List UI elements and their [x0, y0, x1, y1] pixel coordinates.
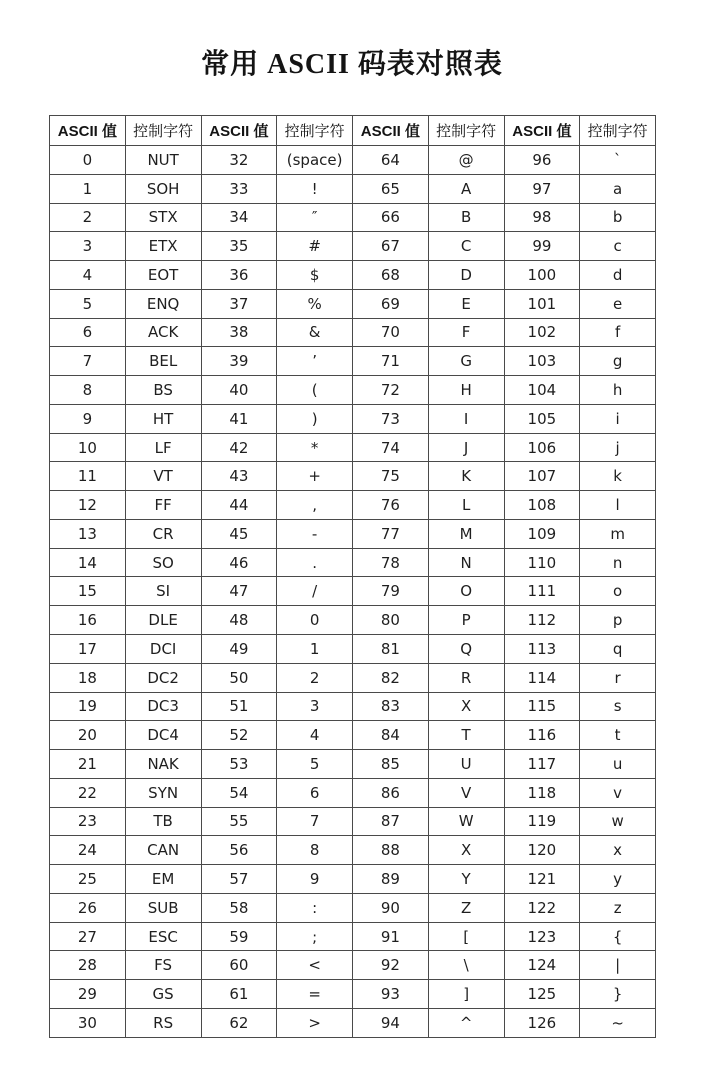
- control-char-cell: K: [428, 462, 504, 491]
- control-char-cell: BS: [125, 376, 201, 405]
- control-char-cell: HT: [125, 404, 201, 433]
- ascii-value-cell: 69: [353, 289, 429, 318]
- ascii-value-cell: 37: [201, 289, 277, 318]
- control-char-cell: ACK: [125, 318, 201, 347]
- page-title: 常用 ASCII 码表对照表: [201, 49, 503, 80]
- control-char-cell: ,: [277, 491, 353, 520]
- control-char-cell: 0: [277, 606, 353, 635]
- ascii-value-cell: 82: [353, 663, 429, 692]
- table-row: [50, 433, 656, 462]
- ascii-value-cell: 64: [353, 146, 429, 175]
- table-row: [50, 778, 656, 807]
- ascii-value-cell: 38: [201, 318, 277, 347]
- control-char-cell: v: [580, 778, 656, 807]
- ascii-value-cell: 115: [504, 692, 580, 721]
- control-char-cell: G: [428, 347, 504, 376]
- ascii-value-cell: 21: [50, 750, 126, 779]
- ascii-value-cell: 24: [50, 836, 126, 865]
- control-char-cell: E: [428, 289, 504, 318]
- ascii-value-cell: 32: [201, 146, 277, 175]
- control-char-cell: #: [277, 232, 353, 261]
- ascii-value-cell: 50: [201, 663, 277, 692]
- ascii-value-cell: 79: [353, 577, 429, 606]
- table-row: [50, 951, 656, 980]
- control-char-cell: 5: [277, 750, 353, 779]
- table-row: [50, 404, 656, 433]
- table-row: [50, 318, 656, 347]
- ascii-value-cell: 11: [50, 462, 126, 491]
- ascii-value-cell: 3: [50, 232, 126, 261]
- ascii-value-cell: 92: [353, 951, 429, 980]
- ascii-value-cell: 66: [353, 203, 429, 232]
- table-row: [50, 548, 656, 577]
- column-header-control-char: 控制字符: [277, 116, 353, 146]
- control-char-cell: n: [580, 548, 656, 577]
- control-char-cell: L: [428, 491, 504, 520]
- control-char-cell: FS: [125, 951, 201, 980]
- table-row: [50, 865, 656, 894]
- ascii-value-cell: 121: [504, 865, 580, 894]
- ascii-value-cell: 89: [353, 865, 429, 894]
- ascii-value-cell: 98: [504, 203, 580, 232]
- control-char-cell: k: [580, 462, 656, 491]
- ascii-value-cell: 61: [201, 980, 277, 1009]
- control-char-cell: SI: [125, 577, 201, 606]
- ascii-value-cell: 18: [50, 663, 126, 692]
- control-char-cell: $: [277, 261, 353, 290]
- ascii-value-cell: 119: [504, 807, 580, 836]
- ascii-value-cell: 16: [50, 606, 126, 635]
- control-char-cell: 4: [277, 721, 353, 750]
- control-char-cell: Z: [428, 893, 504, 922]
- control-char-cell: t: [580, 721, 656, 750]
- ascii-value-cell: 77: [353, 519, 429, 548]
- ascii-value-cell: 56: [201, 836, 277, 865]
- ascii-value-cell: 20: [50, 721, 126, 750]
- control-char-cell: X: [428, 692, 504, 721]
- ascii-value-cell: 120: [504, 836, 580, 865]
- ascii-value-cell: 90: [353, 893, 429, 922]
- control-char-cell: Y: [428, 865, 504, 894]
- ascii-value-cell: 67: [353, 232, 429, 261]
- control-char-cell: T: [428, 721, 504, 750]
- control-char-cell: R: [428, 663, 504, 692]
- ascii-value-cell: 85: [353, 750, 429, 779]
- table-row: [50, 980, 656, 1009]
- ascii-value-cell: 30: [50, 1008, 126, 1037]
- ascii-value-cell: 103: [504, 347, 580, 376]
- ascii-value-cell: 14: [50, 548, 126, 577]
- control-char-cell: ETX: [125, 232, 201, 261]
- ascii-value-cell: 48: [201, 606, 277, 635]
- control-char-cell: +: [277, 462, 353, 491]
- ascii-value-cell: 23: [50, 807, 126, 836]
- ascii-value-cell: 8: [50, 376, 126, 405]
- control-char-cell: -: [277, 519, 353, 548]
- control-char-cell: (space): [277, 146, 353, 175]
- ascii-value-cell: 44: [201, 491, 277, 520]
- control-char-cell: P: [428, 606, 504, 635]
- control-char-cell: %: [277, 289, 353, 318]
- control-char-cell: d: [580, 261, 656, 290]
- control-char-cell: 7: [277, 807, 353, 836]
- ascii-value-cell: 96: [504, 146, 580, 175]
- ascii-value-cell: 118: [504, 778, 580, 807]
- control-char-cell: |: [580, 951, 656, 980]
- ascii-value-cell: 49: [201, 635, 277, 664]
- ascii-value-cell: 1: [50, 174, 126, 203]
- control-char-cell: ESC: [125, 922, 201, 951]
- ascii-value-cell: 87: [353, 807, 429, 836]
- ascii-value-cell: 94: [353, 1008, 429, 1037]
- ascii-value-cell: 33: [201, 174, 277, 203]
- control-char-cell: ^: [428, 1008, 504, 1037]
- ascii-value-cell: 17: [50, 635, 126, 664]
- ascii-value-cell: 7: [50, 347, 126, 376]
- column-header-ascii-value: ASCII 值: [50, 116, 126, 146]
- ascii-value-cell: 47: [201, 577, 277, 606]
- table-row: [50, 635, 656, 664]
- ascii-value-cell: 100: [504, 261, 580, 290]
- control-char-cell: *: [277, 433, 353, 462]
- control-char-cell: BEL: [125, 347, 201, 376]
- ascii-value-cell: 104: [504, 376, 580, 405]
- control-char-cell: DC4: [125, 721, 201, 750]
- control-char-cell: M: [428, 519, 504, 548]
- header-row: [50, 116, 656, 146]
- control-char-cell: z: [580, 893, 656, 922]
- ascii-value-cell: 68: [353, 261, 429, 290]
- ascii-value-cell: 45: [201, 519, 277, 548]
- ascii-table-header: [50, 116, 656, 146]
- control-char-cell: x: [580, 836, 656, 865]
- control-char-cell: DCI: [125, 635, 201, 664]
- ascii-value-cell: 116: [504, 721, 580, 750]
- control-char-cell: 9: [277, 865, 353, 894]
- control-char-cell: D: [428, 261, 504, 290]
- ascii-value-cell: 65: [353, 174, 429, 203]
- table-row: [50, 663, 656, 692]
- control-char-cell: [: [428, 922, 504, 951]
- ascii-value-cell: 124: [504, 951, 580, 980]
- control-char-cell: 2: [277, 663, 353, 692]
- ascii-value-cell: 72: [353, 376, 429, 405]
- ascii-table-body: [50, 146, 656, 1038]
- control-char-cell: ″: [277, 203, 353, 232]
- ascii-value-cell: 26: [50, 893, 126, 922]
- ascii-value-cell: 53: [201, 750, 277, 779]
- control-char-cell: ): [277, 404, 353, 433]
- table-row: [50, 174, 656, 203]
- control-char-cell: J: [428, 433, 504, 462]
- control-char-cell: B: [428, 203, 504, 232]
- ascii-value-cell: 73: [353, 404, 429, 433]
- control-char-cell: i: [580, 404, 656, 433]
- table-row: [50, 261, 656, 290]
- control-char-cell: H: [428, 376, 504, 405]
- control-char-cell: I: [428, 404, 504, 433]
- ascii-value-cell: 46: [201, 548, 277, 577]
- control-char-cell: u: [580, 750, 656, 779]
- table-row: [50, 922, 656, 951]
- ascii-value-cell: 75: [353, 462, 429, 491]
- ascii-value-cell: 80: [353, 606, 429, 635]
- control-char-cell: F: [428, 318, 504, 347]
- ascii-value-cell: 78: [353, 548, 429, 577]
- ascii-value-cell: 0: [50, 146, 126, 175]
- ascii-value-cell: 99: [504, 232, 580, 261]
- control-char-cell: 8: [277, 836, 353, 865]
- control-char-cell: h: [580, 376, 656, 405]
- ascii-value-cell: 2: [50, 203, 126, 232]
- ascii-value-cell: 5: [50, 289, 126, 318]
- table-row: [50, 376, 656, 405]
- ascii-value-cell: 58: [201, 893, 277, 922]
- control-char-cell: m: [580, 519, 656, 548]
- control-char-cell: NUT: [125, 146, 201, 175]
- control-char-cell: SYN: [125, 778, 201, 807]
- ascii-value-cell: 39: [201, 347, 277, 376]
- control-char-cell: .: [277, 548, 353, 577]
- column-header-control-char: 控制字符: [580, 116, 656, 146]
- ascii-value-cell: 59: [201, 922, 277, 951]
- control-char-cell: @: [428, 146, 504, 175]
- control-char-cell: 3: [277, 692, 353, 721]
- ascii-value-cell: 40: [201, 376, 277, 405]
- ascii-value-cell: 93: [353, 980, 429, 1009]
- table-row: [50, 836, 656, 865]
- control-char-cell: 6: [277, 778, 353, 807]
- control-char-cell: &: [277, 318, 353, 347]
- table-row: [50, 347, 656, 376]
- ascii-value-cell: 126: [504, 1008, 580, 1037]
- control-char-cell: g: [580, 347, 656, 376]
- table-row: [50, 146, 656, 175]
- ascii-value-cell: 35: [201, 232, 277, 261]
- control-char-cell: (: [277, 376, 353, 405]
- control-char-cell: >: [277, 1008, 353, 1037]
- control-char-cell: C: [428, 232, 504, 261]
- control-char-cell: ;: [277, 922, 353, 951]
- control-char-cell: =: [277, 980, 353, 1009]
- table-row: [50, 692, 656, 721]
- ascii-table: [49, 115, 656, 1038]
- ascii-value-cell: 122: [504, 893, 580, 922]
- control-char-cell: W: [428, 807, 504, 836]
- table-row: [50, 807, 656, 836]
- control-char-cell: q: [580, 635, 656, 664]
- control-char-cell: SUB: [125, 893, 201, 922]
- table-row: [50, 1008, 656, 1037]
- control-char-cell: ’: [277, 347, 353, 376]
- table-row: [50, 750, 656, 779]
- control-char-cell: DC3: [125, 692, 201, 721]
- control-char-cell: N: [428, 548, 504, 577]
- control-char-cell: GS: [125, 980, 201, 1009]
- ascii-value-cell: 111: [504, 577, 580, 606]
- table-row: [50, 893, 656, 922]
- control-char-cell: O: [428, 577, 504, 606]
- control-char-cell: STX: [125, 203, 201, 232]
- control-char-cell: {: [580, 922, 656, 951]
- table-row: [50, 721, 656, 750]
- control-char-cell: w: [580, 807, 656, 836]
- ascii-value-cell: 34: [201, 203, 277, 232]
- ascii-value-cell: 83: [353, 692, 429, 721]
- control-char-cell: 1: [277, 635, 353, 664]
- ascii-value-cell: 88: [353, 836, 429, 865]
- control-char-cell: SO: [125, 548, 201, 577]
- ascii-value-cell: 113: [504, 635, 580, 664]
- control-char-cell: CR: [125, 519, 201, 548]
- control-char-cell: b: [580, 203, 656, 232]
- ascii-value-cell: 114: [504, 663, 580, 692]
- control-char-cell: NAK: [125, 750, 201, 779]
- control-char-cell: RS: [125, 1008, 201, 1037]
- ascii-value-cell: 109: [504, 519, 580, 548]
- control-char-cell: \: [428, 951, 504, 980]
- table-row: [50, 232, 656, 261]
- ascii-value-cell: 60: [201, 951, 277, 980]
- control-char-cell: s: [580, 692, 656, 721]
- ascii-value-cell: 71: [353, 347, 429, 376]
- control-char-cell: FF: [125, 491, 201, 520]
- control-char-cell: !: [277, 174, 353, 203]
- ascii-value-cell: 123: [504, 922, 580, 951]
- ascii-value-cell: 55: [201, 807, 277, 836]
- ascii-value-cell: 10: [50, 433, 126, 462]
- ascii-value-cell: 86: [353, 778, 429, 807]
- table-row: [50, 491, 656, 520]
- control-char-cell: e: [580, 289, 656, 318]
- ascii-value-cell: 51: [201, 692, 277, 721]
- table-row: [50, 577, 656, 606]
- control-char-cell: o: [580, 577, 656, 606]
- table-row: [50, 519, 656, 548]
- control-char-cell: :: [277, 893, 353, 922]
- control-char-cell: f: [580, 318, 656, 347]
- control-char-cell: Q: [428, 635, 504, 664]
- ascii-value-cell: 19: [50, 692, 126, 721]
- control-char-cell: U: [428, 750, 504, 779]
- control-char-cell: EM: [125, 865, 201, 894]
- ascii-value-cell: 91: [353, 922, 429, 951]
- ascii-value-cell: 108: [504, 491, 580, 520]
- table-row: [50, 606, 656, 635]
- column-header-control-char: 控制字符: [125, 116, 201, 146]
- control-char-cell: c: [580, 232, 656, 261]
- ascii-value-cell: 105: [504, 404, 580, 433]
- ascii-value-cell: 57: [201, 865, 277, 894]
- ascii-value-cell: 74: [353, 433, 429, 462]
- control-char-cell: CAN: [125, 836, 201, 865]
- control-char-cell: V: [428, 778, 504, 807]
- control-char-cell: ~: [580, 1008, 656, 1037]
- ascii-value-cell: 27: [50, 922, 126, 951]
- ascii-value-cell: 84: [353, 721, 429, 750]
- ascii-value-cell: 117: [504, 750, 580, 779]
- ascii-value-cell: 41: [201, 404, 277, 433]
- ascii-value-cell: 52: [201, 721, 277, 750]
- ascii-value-cell: 76: [353, 491, 429, 520]
- column-header-ascii-value: ASCII 值: [201, 116, 277, 146]
- control-char-cell: EOT: [125, 261, 201, 290]
- column-header-ascii-value: ASCII 值: [504, 116, 580, 146]
- ascii-value-cell: 6: [50, 318, 126, 347]
- ascii-value-cell: 15: [50, 577, 126, 606]
- table-row: [50, 462, 656, 491]
- ascii-value-cell: 43: [201, 462, 277, 491]
- control-char-cell: r: [580, 663, 656, 692]
- control-char-cell: }: [580, 980, 656, 1009]
- ascii-value-cell: 125: [504, 980, 580, 1009]
- control-char-cell: p: [580, 606, 656, 635]
- control-char-cell: VT: [125, 462, 201, 491]
- control-char-cell: LF: [125, 433, 201, 462]
- ascii-value-cell: 106: [504, 433, 580, 462]
- control-char-cell: y: [580, 865, 656, 894]
- ascii-value-cell: 110: [504, 548, 580, 577]
- ascii-value-cell: 107: [504, 462, 580, 491]
- control-char-cell: SOH: [125, 174, 201, 203]
- control-char-cell: A: [428, 174, 504, 203]
- ascii-value-cell: 13: [50, 519, 126, 548]
- column-header-control-char: 控制字符: [428, 116, 504, 146]
- control-char-cell: DLE: [125, 606, 201, 635]
- ascii-value-cell: 25: [50, 865, 126, 894]
- table-row: [50, 289, 656, 318]
- control-char-cell: <: [277, 951, 353, 980]
- ascii-value-cell: 97: [504, 174, 580, 203]
- table-row: [50, 203, 656, 232]
- ascii-value-cell: 28: [50, 951, 126, 980]
- ascii-value-cell: 42: [201, 433, 277, 462]
- ascii-value-cell: 9: [50, 404, 126, 433]
- control-char-cell: ]: [428, 980, 504, 1009]
- control-char-cell: TB: [125, 807, 201, 836]
- control-char-cell: j: [580, 433, 656, 462]
- ascii-value-cell: 29: [50, 980, 126, 1009]
- column-header-ascii-value: ASCII 值: [353, 116, 429, 146]
- ascii-value-cell: 12: [50, 491, 126, 520]
- control-char-cell: `: [580, 146, 656, 175]
- ascii-value-cell: 54: [201, 778, 277, 807]
- ascii-value-cell: 112: [504, 606, 580, 635]
- ascii-value-cell: 102: [504, 318, 580, 347]
- ascii-value-cell: 22: [50, 778, 126, 807]
- control-char-cell: l: [580, 491, 656, 520]
- control-char-cell: /: [277, 577, 353, 606]
- ascii-value-cell: 62: [201, 1008, 277, 1037]
- control-char-cell: DC2: [125, 663, 201, 692]
- control-char-cell: ENQ: [125, 289, 201, 318]
- ascii-value-cell: 4: [50, 261, 126, 290]
- ascii-value-cell: 70: [353, 318, 429, 347]
- ascii-value-cell: 81: [353, 635, 429, 664]
- ascii-value-cell: 36: [201, 261, 277, 290]
- ascii-value-cell: 101: [504, 289, 580, 318]
- control-char-cell: a: [580, 174, 656, 203]
- control-char-cell: X: [428, 836, 504, 865]
